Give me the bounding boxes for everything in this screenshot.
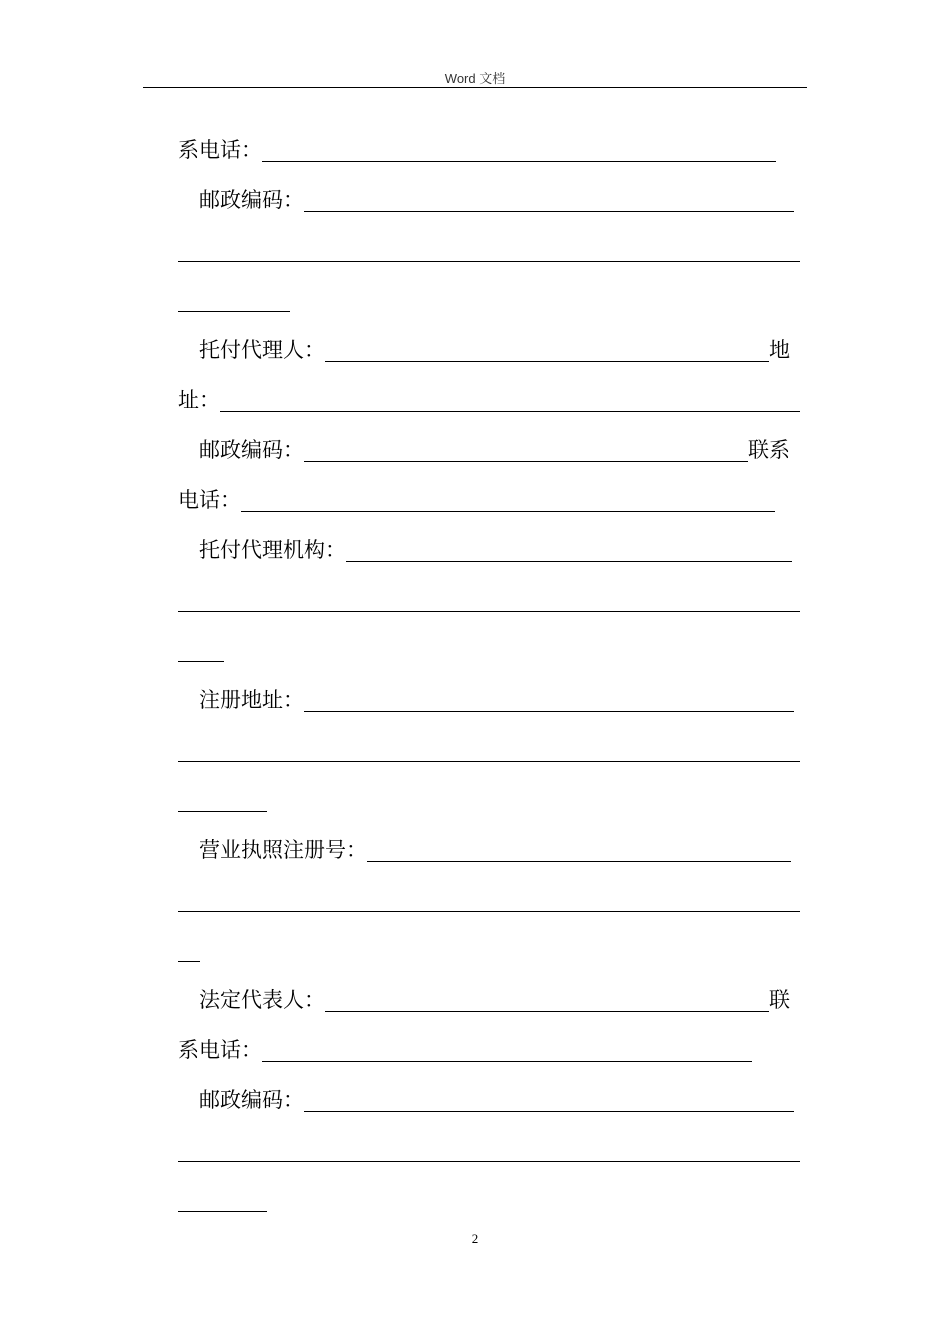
fill-in-blank[interactable] <box>178 289 290 312</box>
header-divider <box>143 87 807 88</box>
fill-in-blank[interactable] <box>325 339 769 362</box>
fill-in-blank[interactable] <box>178 639 224 662</box>
fill-in-blank[interactable] <box>325 989 769 1012</box>
fill-in-blank[interactable] <box>304 689 794 712</box>
form-line-blank <box>178 235 800 265</box>
field-label: 系电话： <box>178 1038 262 1062</box>
form-line-agent-org <box>199 535 792 565</box>
field-label-continued: 联 <box>769 988 790 1012</box>
form-line-postcode <box>199 1085 794 1115</box>
field-label: 邮政编码： <box>199 1088 304 1112</box>
fill-in-blank[interactable] <box>262 139 776 162</box>
page-header-title: Word 文档 <box>444 71 506 86</box>
field-label-continued: 地 <box>769 338 790 362</box>
fill-in-blank[interactable] <box>178 739 800 762</box>
form-line-blank <box>178 935 200 965</box>
form-line-blank <box>178 585 800 615</box>
fill-in-blank[interactable] <box>178 1189 267 1212</box>
form-line-blank <box>178 785 267 815</box>
form-line-contact-phone <box>178 135 776 165</box>
form-line-blank <box>178 285 290 315</box>
field-label: 托付代理机构： <box>199 538 346 562</box>
fill-in-blank[interactable] <box>220 389 800 412</box>
fill-in-blank[interactable] <box>178 889 800 912</box>
field-label-continued: 联系 <box>748 438 790 462</box>
field-label: 注册地址： <box>199 688 304 712</box>
fill-in-blank[interactable] <box>304 189 794 212</box>
field-label: 法定代表人： <box>199 988 325 1012</box>
fill-in-blank[interactable] <box>178 239 800 262</box>
fill-in-blank[interactable] <box>367 839 791 862</box>
form-line-postcode <box>199 435 790 465</box>
field-label: 营业执照注册号： <box>199 838 367 862</box>
page-number: 2 <box>471 1231 479 1246</box>
fill-in-blank[interactable] <box>178 939 200 962</box>
form-line-registered-address <box>199 685 794 715</box>
form-line-contact-phone <box>178 1035 752 1065</box>
form-line-phone <box>178 485 775 515</box>
fill-in-blank[interactable] <box>346 539 792 562</box>
form-line-agent <box>199 335 790 365</box>
fill-in-blank[interactable] <box>178 1139 800 1162</box>
field-label: 系电话： <box>178 138 262 162</box>
fill-in-blank[interactable] <box>241 489 775 512</box>
form-line-postcode <box>199 185 794 215</box>
fill-in-blank[interactable] <box>178 789 267 812</box>
form-line-blank <box>178 1135 800 1165</box>
field-label: 邮政编码： <box>199 188 304 212</box>
field-label: 址： <box>178 388 220 412</box>
form-line-blank <box>178 1185 267 1215</box>
fill-in-blank[interactable] <box>262 1039 752 1062</box>
form-line-blank <box>178 635 224 665</box>
form-line-legal-representative <box>199 985 790 1015</box>
form-line-blank <box>178 735 800 765</box>
fill-in-blank[interactable] <box>178 589 800 612</box>
form-line-address <box>178 385 800 415</box>
form-line-license-number <box>199 835 791 865</box>
field-label: 电话： <box>178 488 241 512</box>
fill-in-blank[interactable] <box>304 439 748 462</box>
field-label: 邮政编码： <box>199 438 304 462</box>
fill-in-blank[interactable] <box>304 1089 794 1112</box>
field-label: 托付代理人： <box>199 338 325 362</box>
form-line-blank <box>178 885 800 915</box>
